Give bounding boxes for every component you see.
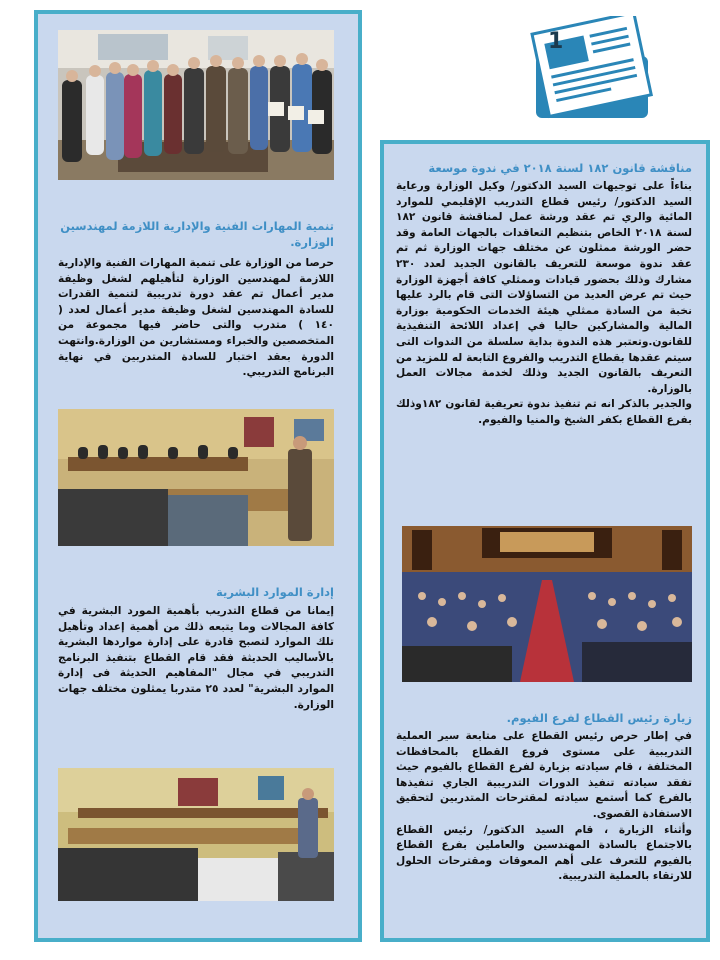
section-title-law: مناقشة قانون ١٨٢ لسنة ٢٠١٨ في ندوة موسعة	[428, 161, 692, 175]
paragraph: إيمانا من قطاع التدريب بأهمية المورد البشرية في كافة المجالات وما يتبعه ذلك من أهمية إعداد وتأهيل تلك الموارد لتصبح قادرة على إدارة مواردها البشرية بالأساليب الحديثة فقد قام القطاع بتنفيذ البرنامج التدريبي في مجال "المفاهيم الحديثة فى إدارة الموارد البشرية" لعدد ٢٥ متدربا يمثلون مختلف جهات الوزارة.	[58, 605, 335, 711]
issue-number: 1	[548, 29, 564, 54]
section-body-hr	[58, 604, 334, 713]
section-title-hr: إدارة الموارد البشرية	[216, 585, 334, 599]
section-title-visit: زيارة رئيس القطاع لفرع الفيوم.	[506, 711, 692, 725]
newspaper-icon	[526, 16, 662, 124]
meeting-photo	[58, 409, 334, 546]
paragraph: بناءاً على توجيهات السيد الدكتور/ وكيل الوزارة ورعاية السيد الدكتور/ رئيس قطاع التدريب الإقليمي للموارد المائية والري تم عقد ورشة عمل لمناقشة قانون ١٨٢ لسنة ٢٠١٨ الخاص بتنظيم التعاقدات بالجهات العامة وقد حضر الورشة ممثلون عن مختلف جهات الوزارة ثم تم عقد ندوة موسعة للتعريف بالقانون الجديد لعدد ٢٣٠ مشارك وذلك بحضور قيادات وممثلي كافة أجهزة الوزارة حيث تم عرض العديد من التساؤلات التى قام بالرد عليها نخبة من السادة ممثلي هيئة الخدمات الحكومية بوزارة المالية والمشاركين حاليا في إعداد اللائحة التنفيذية للقانون.وتعتبر هذه الندوة بداية سلسلة من الندوات التى سيتم عقدها بقطاع التدريب والفروع التابعة له للمزيد من التعريف بالقانون الجديد وذلك لخدمة مجالات العمل بالوزارة.	[396, 180, 693, 395]
group-photo	[58, 30, 334, 180]
section-body-visit	[396, 729, 692, 885]
section-body-skills	[58, 256, 334, 381]
training-photo	[58, 768, 334, 901]
paragraph: والجدير بالذكر انه تم تنفيذ ندوة تعريفية لقانون ١٨٢وذلك بفرع القطاع بكفر الشيخ والمنيا والفيوم.	[396, 398, 692, 426]
section-body-law	[396, 179, 692, 429]
paragraph: وأثناء الزيارة ، قام السيد الدكتور/ رئيس القطاع بالاجتماع بالسادة المهندسين والعاملين بفرع القطاع بالفيوم للتعرف على أهم المعوقات ومقترحات الحلول للارتقاء بالعملية التدريبية.	[396, 823, 692, 883]
section-title-skills: تنمية المهارات الفنية والإدارية اللازمة لمهندسين الوزارة.	[60, 219, 334, 249]
seminar-hall-photo	[402, 526, 692, 682]
paragraph: حرصا من الوزارة على تنمية المهارات الفنية والإدارية اللازمة لمهندسين الوزارة لتأهيلهم لشغل وظيفة مدير أعمال تم عقد دورة تدريبية لتنمية القدرات للسادة المهندسين لشغل وظيفة مدير أعمال لعدد ( ١٤٠ ) متدرب والتى حاضر فيها مجموعة من المتخصصين والخبراء ومستشارين من الوزارة.وانتهت الدورة بعقد اختبار للسادة المتدربين في نهاية البرنامج التدريبي.	[58, 257, 334, 379]
paragraph: في إطار حرص رئيس القطاع على متابعة سير العملية التدريبية على مستوى فروع القطاع بالمحافظات المختلفة ، قام سيادته بزيارة لفرع القطاع بالفيوم حيث تفقد سيادته تنفيذ الدورات التدريبية الجاري تنفيذها بالفرع كما أستمع سيادته لمقترحات المتدربين لتحقيق الاستفادة القصوى.	[396, 730, 692, 820]
